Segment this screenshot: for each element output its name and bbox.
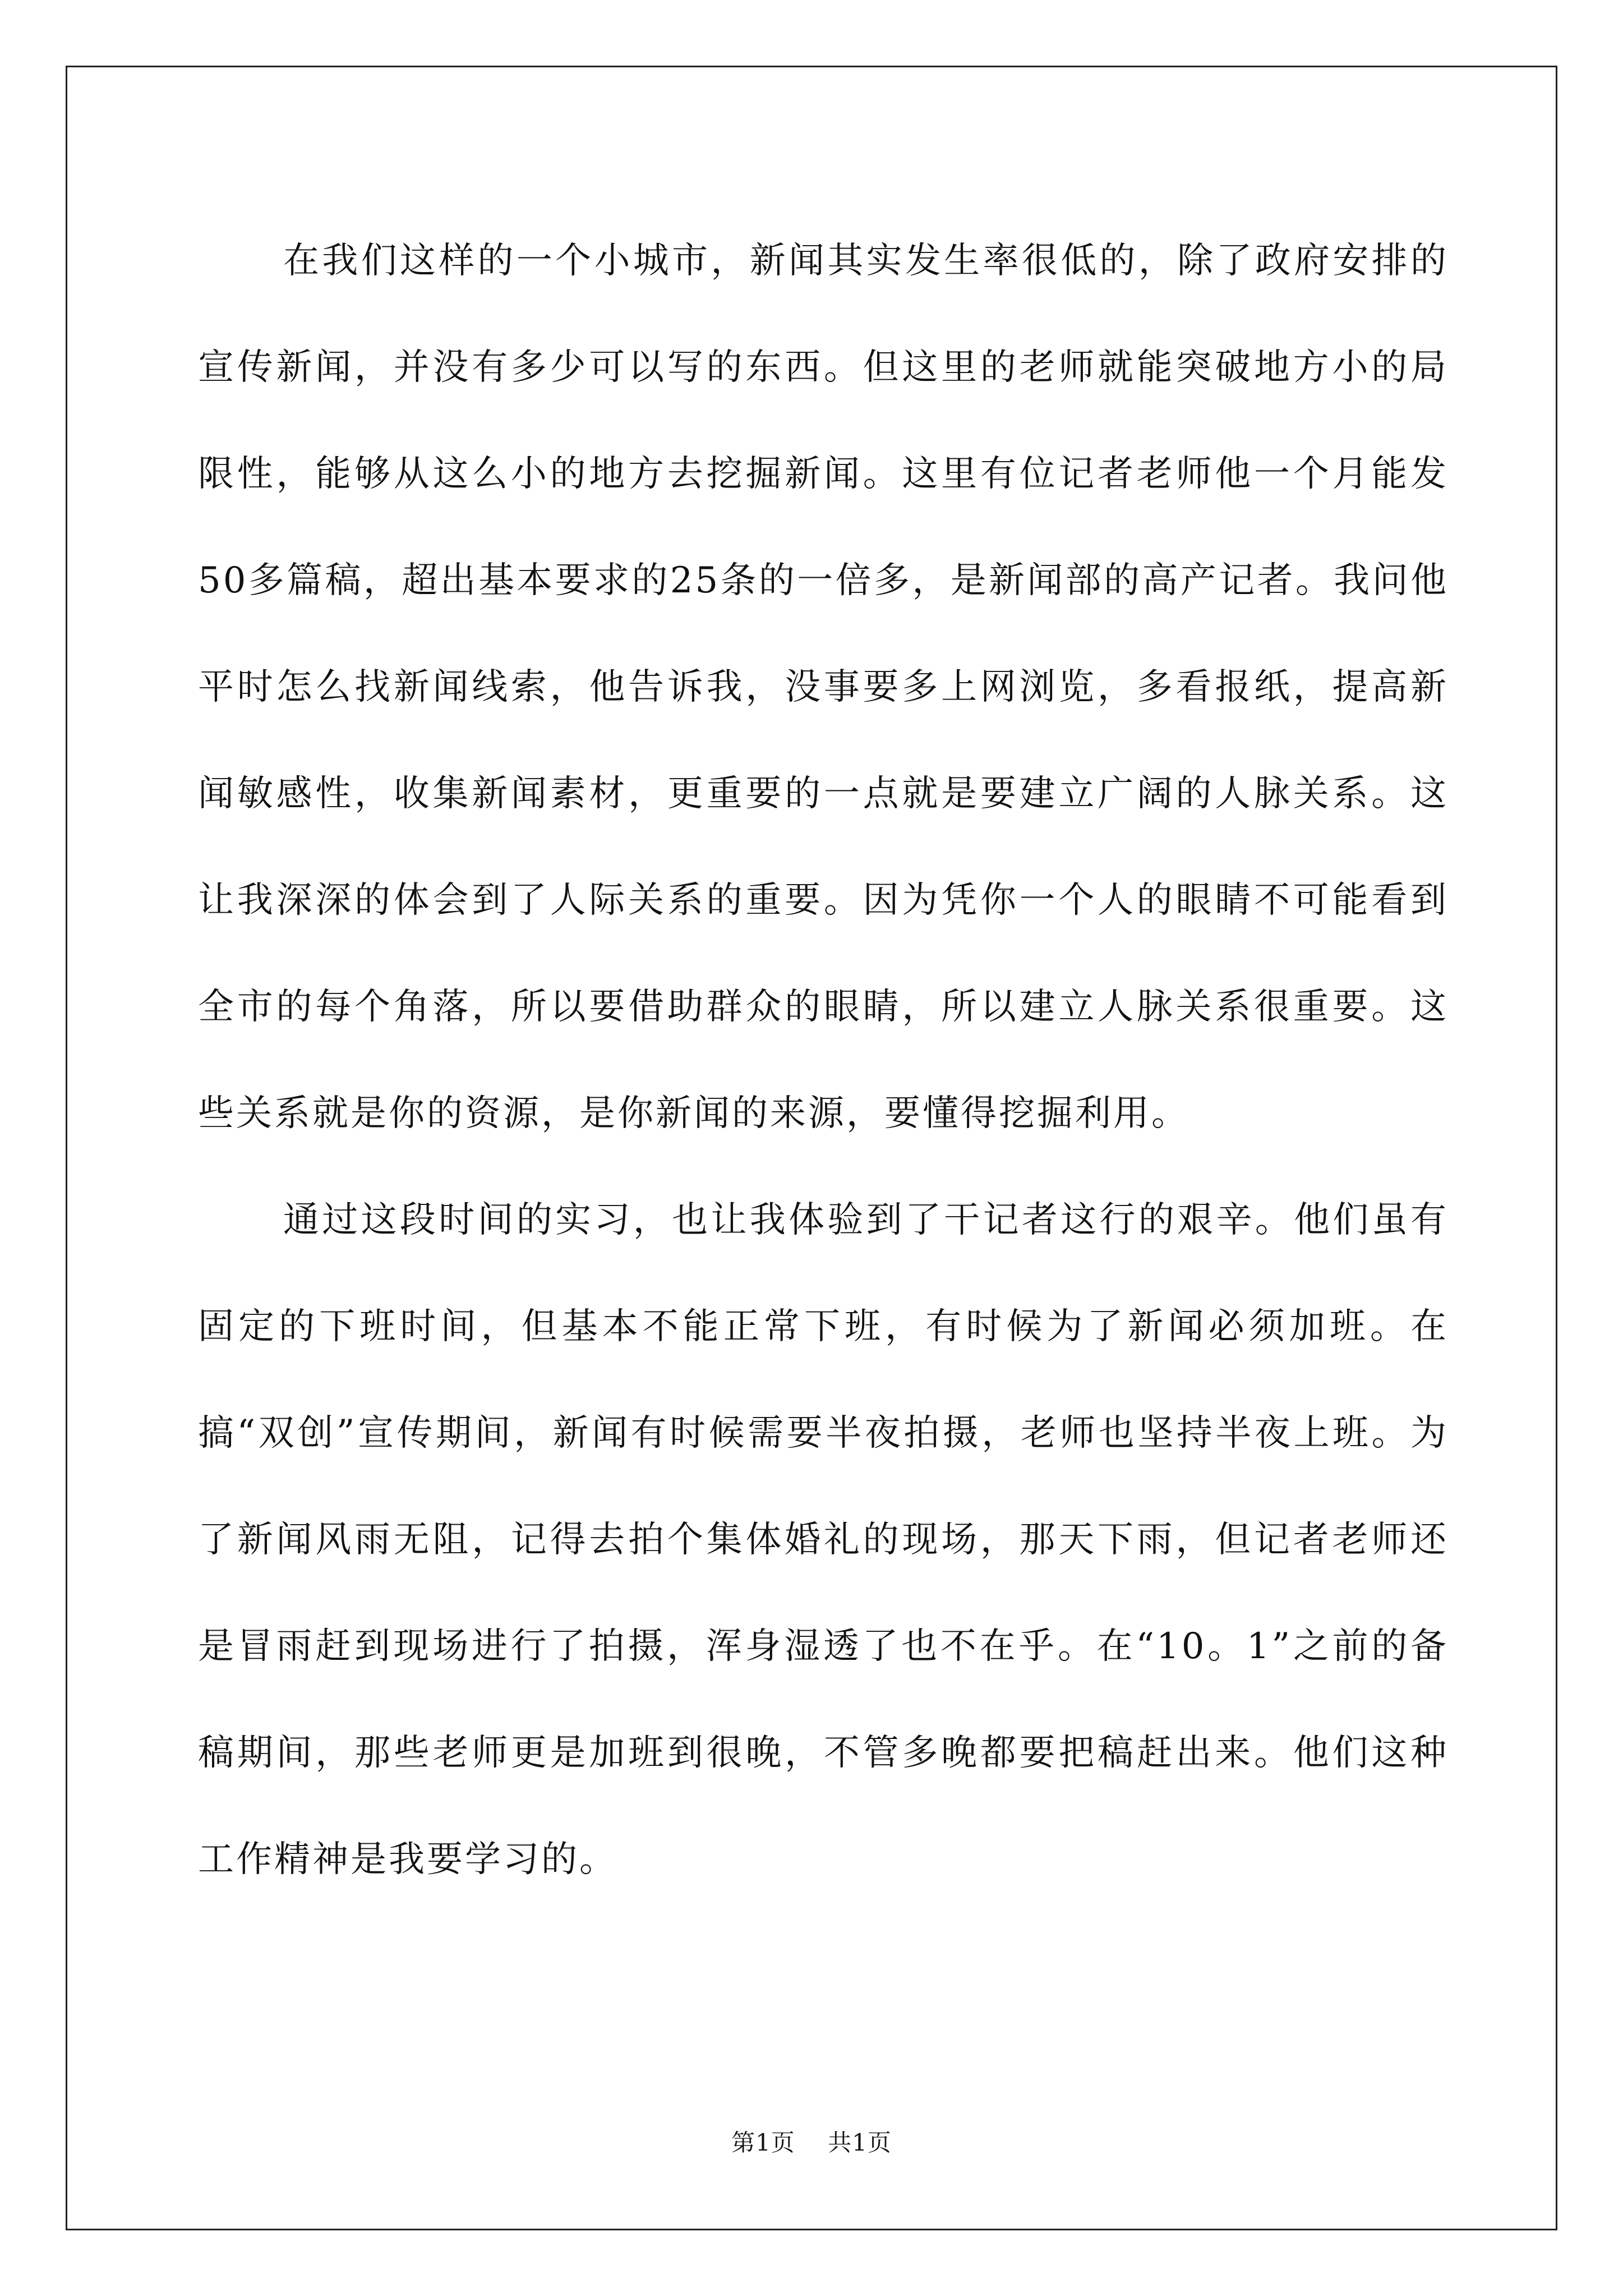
paragraph-2: 通过这段时间的实习，也让我体验到了干记者这行的艰辛。他们虽有固定的下班时间，但基本不能正常下班，有时候为了新闻必须加班。在搞“双创”宣传期间，新闻有时候需要半夜拍摄，老师也坚持半夜上班。为了新闻风雨无阻，记得去拍个集体婚礼的现场，那天下雨，但记者老师还是冒雨赶到现场进行了拍摄，浑身湿透了也不在乎。在“10。1”之前的备稿期间，那些老师更是加班到很晚，不管多晚都要把稿赶出来。他们这种工作精神是我要学习的。 — [198, 1199, 1449, 1880]
page-number: 第1页 — [731, 2129, 795, 2156]
paragraph-1: 在我们这样的一个小城市，新闻其实发生率很低的，除了政府安排的宣传新闻，并没有多少可以写的东西。但这里的老师就能突破地方小的局限性，能够从这么小的地方去挖掘新闻。这里有位记者老师他一个月能发50多篇稿，超出基本要求的25条的一倍多，是新闻部的高产记者。我问他平时怎么找新闻线索，他告诉我，没事要多上网浏览，多看报纸，提高新闻敏感性，收集新闻素材，更重要的一点就是要建立广阔的人脉关系。这让我深深的体会到了人际关系的重要。因为凭你一个人的眼睛不可能看到全市的每个角落，所以要借助群众的眼睛，所以建立人脉关系很重要。这些关系就是你的资源，是你新闻的来源，要懂得挖掘利用。 — [198, 240, 1449, 1134]
page-total: 共1页 — [828, 2129, 892, 2156]
document-body — [198, 208, 1449, 1913]
page-footer — [0, 2126, 1623, 2160]
